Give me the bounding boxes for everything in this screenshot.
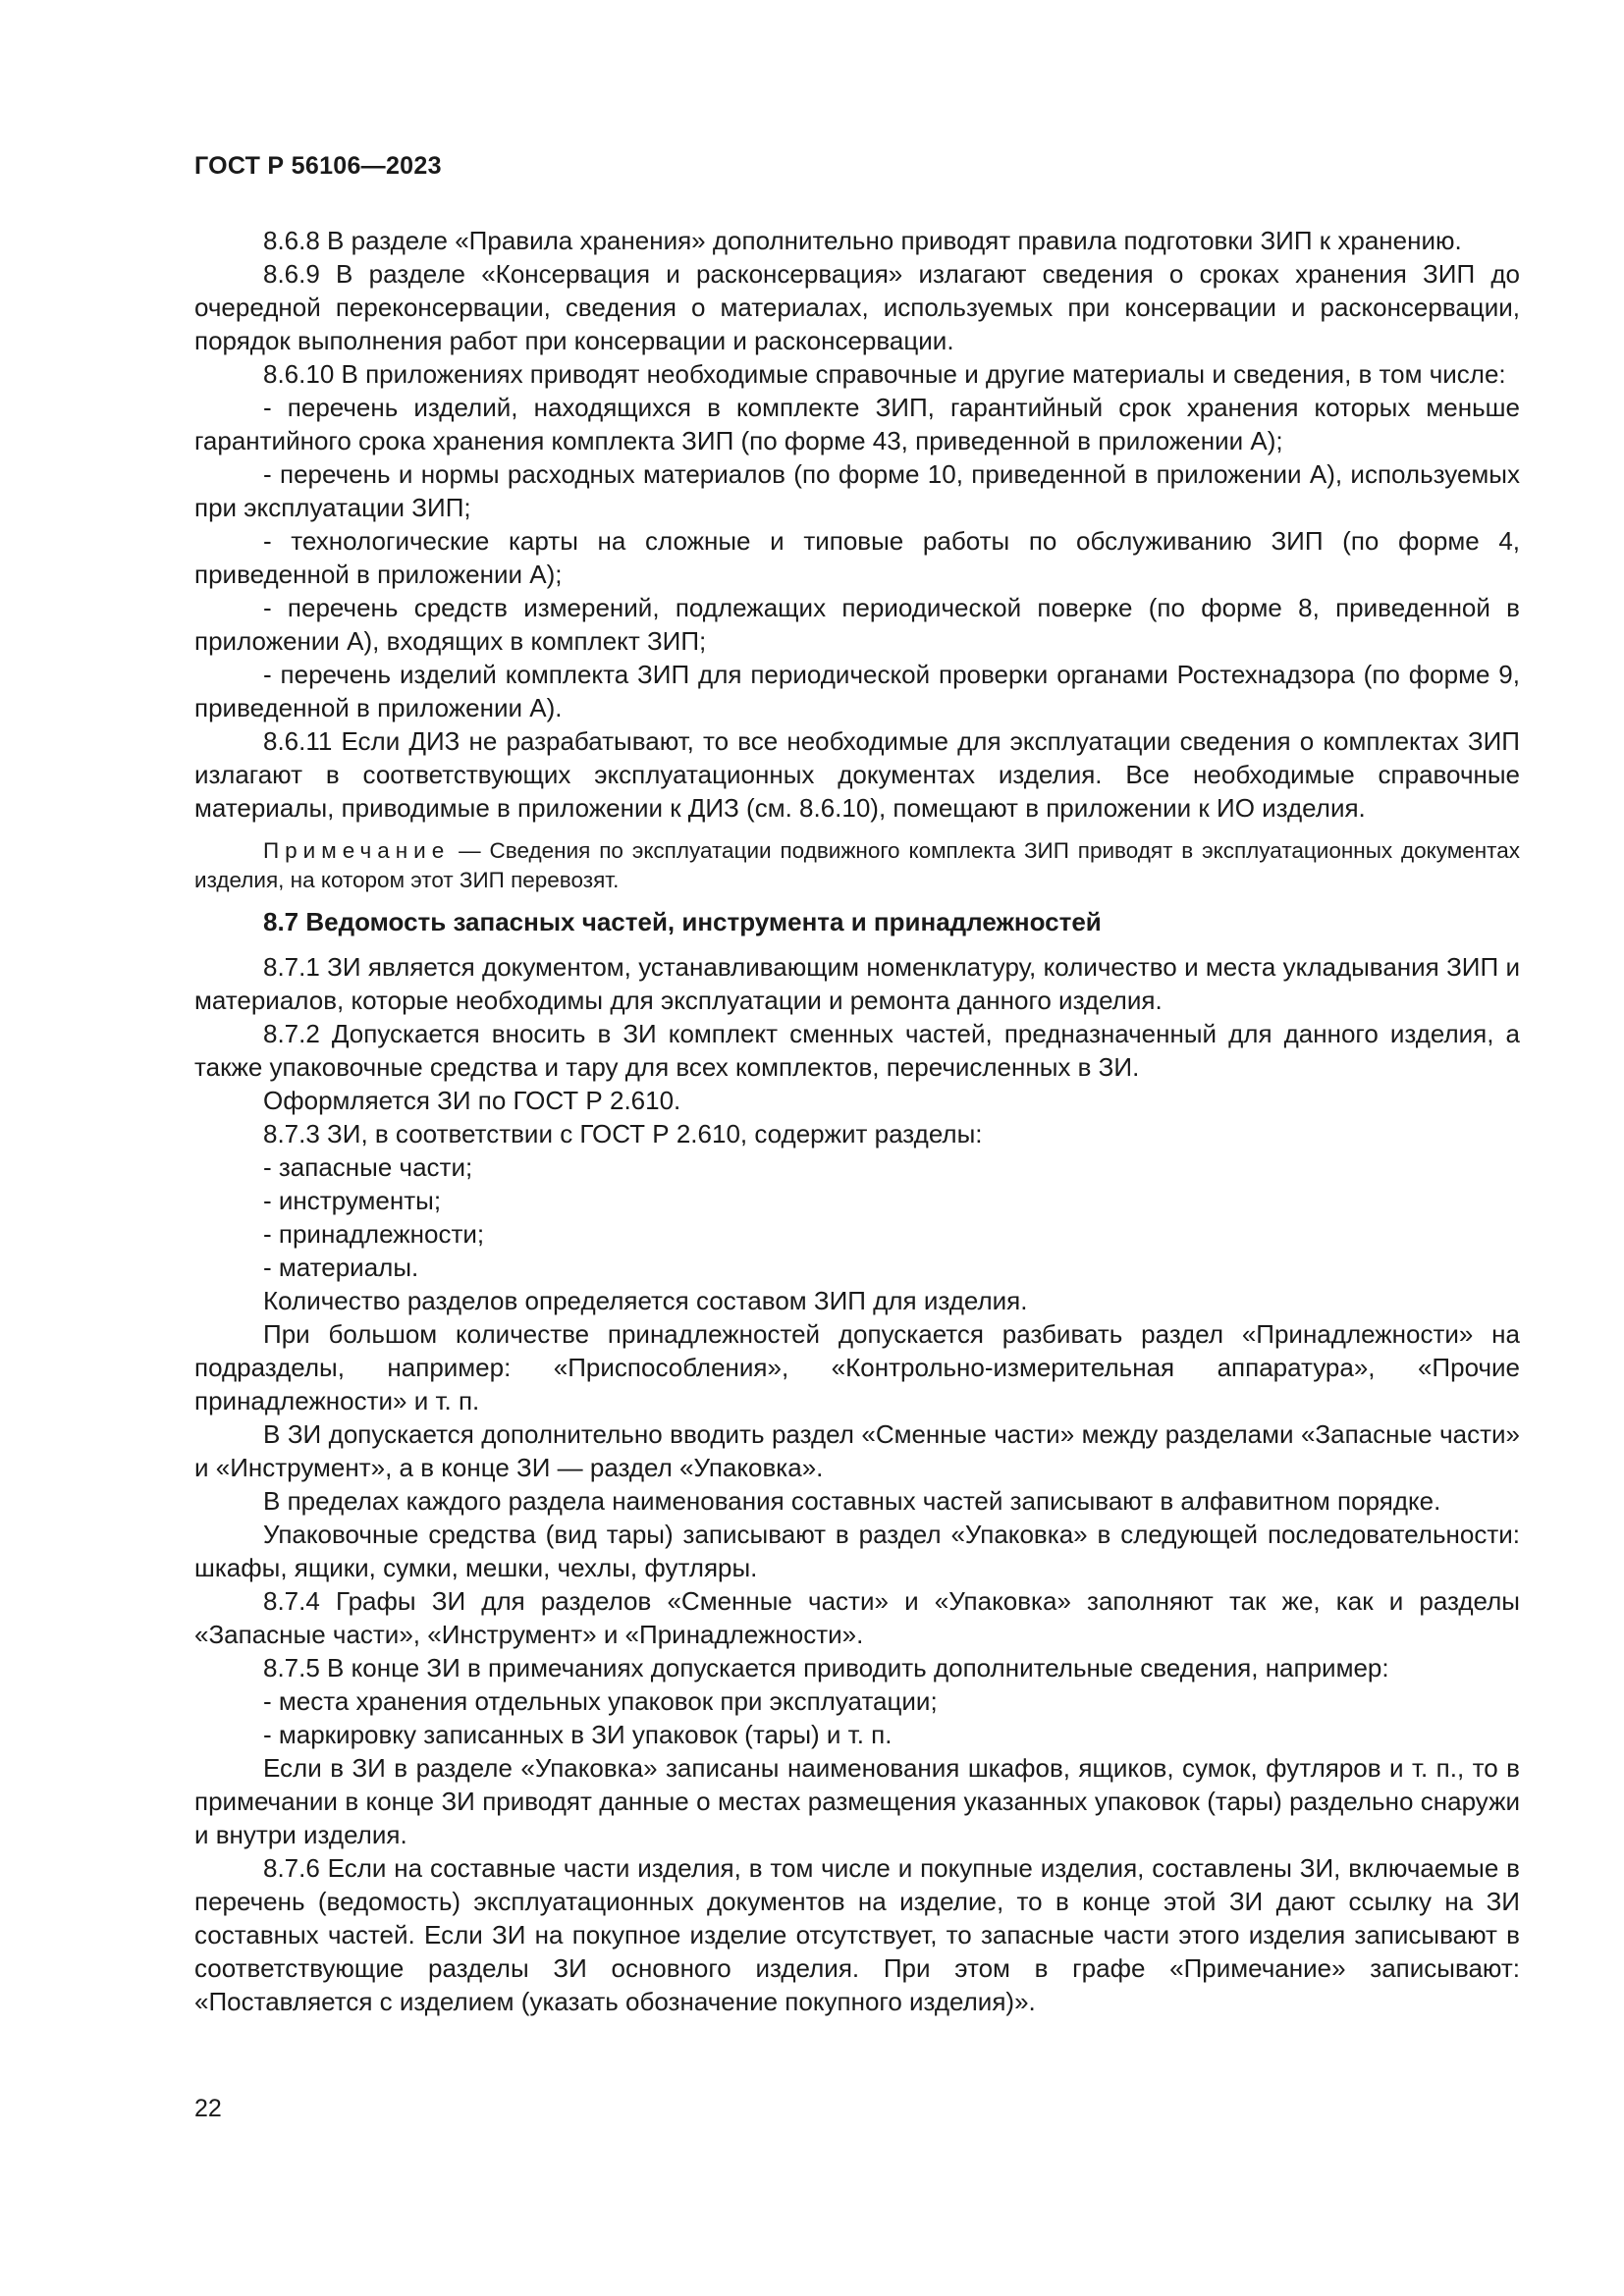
- paragraph: Оформляется ЗИ по ГОСТ Р 2.610.: [263, 1086, 681, 1115]
- list-item: - технологические карты на сложные и типовые работы по обслуживанию ЗИП (по форме 4, приведенной в приложении А);: [194, 526, 1520, 589]
- paragraph-8-7-6: 8.7.6 Если на составные части изделия, в том числе и покупные изделия, составлены ЗИ, включаемые в перечень (ведомость) эксплуатационных документов на изделие, то в конце этой ЗИ дают ссылку на ЗИ составных частей. Если ЗИ на покупное изделие отсутствует, то запасные части этого изделия записывают в соответствующие разделы ЗИ основного изделия. При этом в графе «Примечание» записывают: «Поставляется с изделием (указать обозначение покупного изделия)».: [194, 1853, 1520, 2016]
- paragraph-8-6-9: 8.6.9 В разделе «Консервация и расконсервация» излагают сведения о сроках хранения ЗИП до очередной переконсервации, сведения о материалах, используемых при консервации и расконсервации, порядок выполнения работ при консервации и расконсервации.: [194, 259, 1520, 355]
- paragraph-8-7-5: 8.7.5 В конце ЗИ в примечаниях допускается приводить дополнительные сведения, например:: [263, 1653, 1389, 1682]
- list-item: - маркировку записанных в ЗИ упаковок (тары) и т. п.: [263, 1720, 893, 1749]
- list-item: - принадлежности;: [263, 1219, 485, 1249]
- paragraph: В ЗИ допускается дополнительно вводить раздел «Сменные части» между разделами «Запасные части» и «Инструмент», а в конце ЗИ — раздел «Упаковка».: [194, 1419, 1520, 1482]
- paragraph-8-6-10: 8.6.10 В приложениях приводят необходимые справочные и другие материалы и сведения, в том числе:: [263, 359, 1506, 389]
- list-item: - перечень средств измерений, подлежащих периодической поверке (по форме 8, приведенной в приложении А), входящих в комплект ЗИП;: [194, 593, 1520, 656]
- paragraph-8-6-11: 8.6.11 Если ДИЗ не разрабатывают, то все необходимые для эксплуатации сведения о комплектах ЗИП излагают в соответствующих эксплуатационных документах изделия. Все необходимые справочные материалы, приводимые в приложении к ДИЗ (см. 8.6.10), помещают в приложении к ИО изделия.: [194, 726, 1520, 823]
- paragraph-8-7-4: 8.7.4 Графы ЗИ для разделов «Сменные части» и «Упаковка» заполняют так же, как и разделы «Запасные части», «Инструмент» и «Принадлежности».: [194, 1586, 1520, 1649]
- page-number: 22: [194, 2095, 222, 2122]
- paragraph: Количество разделов определяется составом ЗИП для изделия.: [263, 1286, 1028, 1315]
- paragraph-8-7-2: 8.7.2 Допускается вносить в ЗИ комплект сменных частей, предназначенный для данного изделия, а также упаковочные средства и тару для всех комплектов, перечисленных в ЗИ.: [194, 1019, 1520, 1082]
- section-title-8-7: 8.7 Ведомость запасных частей, инструмента и принадлежностей: [263, 907, 1102, 936]
- list-item: - материалы.: [263, 1253, 419, 1282]
- note: [194, 836, 1520, 895]
- note-label: Примечание: [263, 838, 451, 863]
- list-item: - места хранения отдельных упаковок при эксплуатации;: [263, 1686, 938, 1716]
- document-header: ГОСТ Р 56106—2023: [194, 152, 442, 180]
- list-item: - перечень изделий комплекта ЗИП для периодической проверки органами Ростехнадзора (по форме 9, приведенной в приложении А).: [194, 660, 1520, 722]
- list-item: - перечень и нормы расходных материалов (по форме 10, приведенной в приложении А), используемых при эксплуатации ЗИП;: [194, 459, 1520, 522]
- list-item: - запасные части;: [263, 1152, 473, 1182]
- note-text: — Сведения по эксплуатации подвижного комплекта ЗИП приводят в эксплуатационных документах изделия, на котором этот ЗИП перевозят.: [194, 838, 1520, 892]
- paragraph-8-7-3: 8.7.3 ЗИ, в соответствии с ГОСТ Р 2.610, содержит разделы:: [263, 1119, 983, 1148]
- paragraph: Упаковочные средства (вид тары) записывают в раздел «Упаковка» в следующей последовательности: шкафы, ящики, сумки, мешки, чехлы, футляры.: [194, 1520, 1520, 1582]
- list-item: - перечень изделий, находящихся в комплекте ЗИП, гарантийный срок хранения которых меньше гарантийного срока хранения комплекта ЗИП (по форме 43, приведенной в приложении А);: [194, 393, 1520, 455]
- paragraph: В пределах каждого раздела наименования составных частей записывают в алфавитном порядке.: [263, 1486, 1441, 1516]
- paragraph: При большом количестве принадлежностей допускается разбивать раздел «Принадлежности» на подразделы, например: «Приспособления», «Контрольно-измерительная аппаратура», «Прочие принадлежности» и т. п.: [194, 1319, 1520, 1415]
- paragraph-8-7-1: 8.7.1 ЗИ является документом, устанавливающим номенклатуру, количество и места укладывания ЗИП и материалов, которые необходимы для эксплуатации и ремонта данного изделия.: [194, 952, 1520, 1015]
- paragraph-8-6-8: 8.6.8 В разделе «Правила хранения» дополнительно приводят правила подготовки ЗИП к хранению.: [263, 226, 1462, 255]
- paragraph: Если в ЗИ в разделе «Упаковка» записаны наименования шкафов, ящиков, сумок, футляров и т. п., то в примечании в конце ЗИ приводят данные о местах размещения указанных упаковок (тары) раздельно снаружи и внутри изделия.: [194, 1753, 1520, 1849]
- document-body: [194, 224, 1520, 2018]
- list-item: - инструменты;: [263, 1186, 442, 1215]
